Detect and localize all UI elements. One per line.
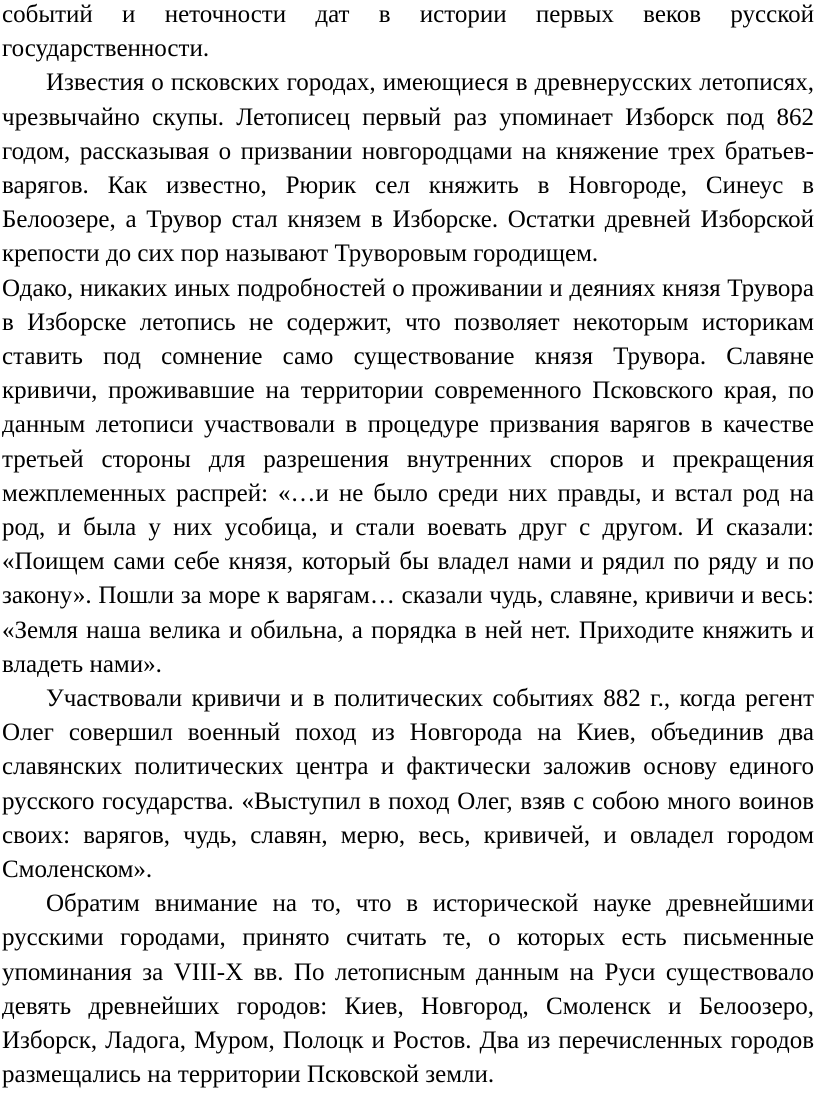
paragraph-truvor-krivichi: Одако, никаких иных подробностей о проживании и деяниях князя Трувора в Изборске летопись не содержит, что позволяет некоторым историкам ставить под сомнение само существование князя Трувора. Славяне кривичи, проживавшие на территории современного Псковского края, по данным летописи участвовали в процедуре призвания варягов в качестве третьей стороны для разрешения внутренних споров и прекращения межплеменных распрей: «…и не было среди них правды, и встал род на род, и была у них усобица, и стали воевать друг с другом. И сказали: «Поищем сами себе князя, который бы владел нами и рядил по ряду и по закону». Пошли за море к варягам… сказали чудь, славяне, кривичи и весь: «Земля наша велика и обильна, а порядка в ней нет. Приходите княжить и владеть нами».: [2, 274, 814, 678]
paragraph-pskov-towns: Известия о псковских городах, имеющиеся в древнерусских летописях, чрезвычайно скупы. Летописец первый раз упоминает Изборск под 862 годом, рассказывая о призвании новгородцами на княжение трех братьев-варягов. Как известно, Рюрик сел княжить в Новгороде, Синеус в Белоозере, а Трувор стал князем в Изборске. Остатки древней Изборской крепости до сих пор называют Труворовым городищем.: [2, 69, 814, 268]
paragraph-oleg-campaign: Участвовали кривичи и в политических событиях 882 г., когда регент Олег совершил военный поход из Новгорода на Киев, объединив два славянских политических центра и фактически заложив основу единого русского государства. «Выступил в поход Олег, взяв с собою много воинов своих: варягов, чудь, славян, мерю, весь, кривичей, и овладел городом Смоленском».: [2, 685, 814, 884]
paragraph-continuation: событий и неточности дат в истории первых веков русской государственности.: [2, 1, 814, 63]
paragraph-ancient-cities: Обратим внимание на то, что в исторической науке древнейшими русскими городами, принято считать те, о которых есть письменные упоминания за VIII-X вв. По летописным данным на Руси существовало девять древнейших городов: Киев, Новгород, Смоленск и Белоозеро, Изборск, Ладога, Муром, Полоцк и Ростов. Два из перечисленных городов размещались на территории Псковской земли.: [2, 890, 814, 1089]
